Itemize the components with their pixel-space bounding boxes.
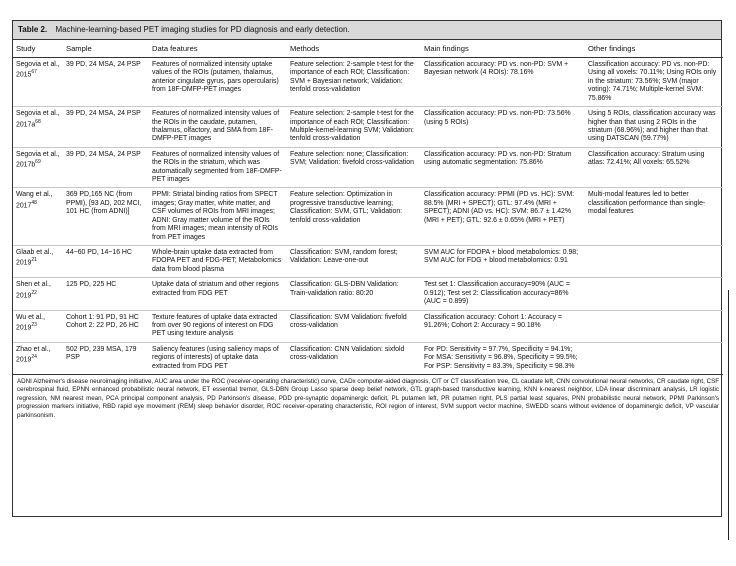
main-text: Classification accuracy: PPMI (PD vs. HC): SVM: 88.5% (MRI + SPECT); GTL: 97.4% (MRI + SPECT); ADNI (AD vs. HC): SVM: 86.7 ± 1.42% (MRI + PET); GTL: 92.6 ± 0.65% (MRI + PET): [424, 191, 575, 224]
features-text: Features of normalized intensity values of the ROIs in the striatum, which was automatically segmented from 18F-DMFP-PET images: [152, 150, 282, 184]
sample-text: 502 PD, 239 MSA, 179 PSP: [66, 345, 137, 362]
cell-methods: [287, 278, 421, 310]
other-text: Classification accuracy: PD vs. non-PD: Using all voxels: 70.11%; Using ROIs only in the striatum: 73.56%; SVM (major voting): 74.71%; Multiple-kernel SVM: 75.86%: [588, 61, 717, 102]
study-text: Zhao et al., 2019: [16, 345, 51, 364]
study-text: Segovia et al., 2017b: [16, 150, 60, 169]
sample-text: 44~60 PD, 14~16 HC: [66, 249, 132, 257]
cell-features: [149, 310, 287, 342]
sample-text: 39 PD, 24 MSA, 24 PSP: [66, 150, 141, 158]
features-text: Saliency features (using saliency maps of regions of interests) of uptake data extracted from FDG PET: [152, 345, 279, 370]
methods-text: Classification: GLS-DBN Validation: Train-validation ratio: 80:20: [290, 281, 399, 297]
col-header-other-findings: Other findings: [585, 40, 723, 58]
cell-methods: [287, 188, 421, 246]
cell-features: [149, 147, 287, 188]
cell-study: [13, 58, 63, 107]
cell-other: [585, 107, 723, 148]
study-text: Wu et al., 2019: [16, 313, 45, 332]
cell-other: [585, 147, 723, 188]
cell-main: [421, 58, 585, 107]
cell-sample: [63, 107, 149, 148]
cell-other: [585, 278, 723, 310]
study-text: Wang et al., 2017: [16, 191, 53, 210]
cell-study: [13, 246, 63, 278]
reference-number: 21: [31, 257, 37, 264]
cell-sample: [63, 310, 149, 342]
cell-methods: [287, 310, 421, 342]
cell-methods: [287, 58, 421, 107]
methods-text: Classification: SVM Validation: fivefold cross-validation: [290, 313, 407, 329]
cell-other: [585, 188, 723, 246]
pet-studies-table: [13, 40, 723, 423]
main-text: Classification accuracy: PD vs. non-PD: SVM + Bayesian network (4 ROIs): 78.16%: [424, 61, 569, 77]
other-text: Multi-modal features led to better classification performance than single-modal features: [588, 191, 706, 216]
table-row: [13, 246, 723, 278]
cell-study: [13, 107, 63, 148]
footnote-row: [13, 375, 723, 423]
table-body: [13, 58, 723, 375]
reference-number: 69: [35, 159, 41, 166]
other-text: Classification accuracy: Stratum using atlas: 72.41%; All voxels: 65.52%: [588, 150, 705, 167]
methods-text: Feature selection: Optimization in progressive transductive learning; Classification: SVM, GTL; Validation: tenfold cross-validation: [290, 191, 403, 224]
cell-main: [421, 147, 585, 188]
col-header-features: Data features: [149, 40, 287, 58]
main-text: Classification accuracy: PD vs. non-PD: Stratum using automatic segmentation: 75.86%: [424, 150, 572, 167]
cell-study: [13, 147, 63, 188]
table-caption: [13, 21, 721, 40]
cell-sample: [63, 278, 149, 310]
reference-number: 48: [31, 199, 37, 206]
study-text: Segovia et al., 2017a: [16, 110, 60, 128]
cell-features: [149, 342, 287, 374]
main-text: Classification accuracy: Cohort 1: Accuracy = 91.26%; Cohort 2: Accuracy = 90.18%: [424, 313, 563, 329]
cell-main: [421, 246, 585, 278]
features-text: Features of normalized intensity values of the ROIs in the caudate, putamen, thalamus, olfactory, and SMA from 18F-DMFP-PET images: [152, 110, 280, 143]
cell-study: [13, 188, 63, 246]
cell-methods: [287, 342, 421, 374]
cell-other: [585, 342, 723, 374]
table-row: [13, 58, 723, 107]
reference-number: 23: [31, 321, 37, 328]
cell-sample: [63, 342, 149, 374]
sample-text: 369 PD,165 NC (from PPMI), [93 AD, 202 MCI, 101 HC (from ADNI)]: [66, 191, 142, 216]
cell-sample: [63, 58, 149, 107]
sample-text: 39 PD, 24 MSA, 24 PSP: [66, 61, 141, 68]
cell-main: [421, 107, 585, 148]
table-row: [13, 107, 723, 148]
methods-text: Classification: SVM, random forest; Validation: Leave-one-out: [290, 249, 398, 265]
cell-main: [421, 188, 585, 246]
features-text: Texture features of uptake data extracted from over 90 regions of interest on FDG PET using texture analysis: [152, 313, 278, 338]
reference-number: 22: [31, 289, 37, 296]
cell-main: [421, 278, 585, 310]
methods-text: Feature selection: none; Classification: SVM; Validation: fivefold cross-validation: [290, 150, 414, 167]
col-header-methods: Methods: [287, 40, 421, 58]
features-text: Features of normalized intensity uptake values of the ROIs (putamen, thalamus, anterior cingulate gyrus, pars opercularis) from 18F-DMFP-PET images: [152, 61, 279, 94]
cell-study: [13, 278, 63, 310]
features-text: PPMI: Striatal binding ratios from SPECT images; Gray matter, white matter, and CSF volumes of ROIs from MRI images; ADNI: Gray matter volume of the ROIs from MRI images; mean intensity of ROIs from PET images: [152, 191, 278, 241]
cell-sample: [63, 188, 149, 246]
cell-methods: [287, 107, 421, 148]
table-row: [13, 188, 723, 246]
cell-features: [149, 107, 287, 148]
cell-other: [585, 310, 723, 342]
methods-text: Feature selection: 2-sample t-test for the importance of each ROI; Classification: Multiple-kernel-learning SVM; Validation: tenfold cross-validation: [290, 110, 414, 143]
study-text: Glaab et al., 2019: [16, 249, 54, 267]
table-row: [13, 310, 723, 342]
cell-study: [13, 342, 63, 374]
cell-features: [149, 246, 287, 278]
features-text: Whole-brain uptake data extracted from FDOPA PET and FDG-PET; Metabolomics data from blood plasma: [152, 249, 282, 273]
cell-main: [421, 310, 585, 342]
sample-text: 125 PD, 225 HC: [66, 281, 117, 289]
main-text: Classification accuracy: PD vs. non-PD: 73.56% (using 5 ROIs): [424, 110, 571, 126]
cell-study: [13, 310, 63, 342]
cell-main: [421, 342, 585, 374]
main-text: Test set 1: Classification accuracy=90% (AUC = 0.912); Test set 2: Classification accuracy=86% (AUC = 0.899): [424, 281, 570, 306]
methods-text: Classification: CNN Validation: sixfold cross-validation: [290, 345, 405, 362]
table-row: [13, 147, 723, 188]
cell-features: [149, 278, 287, 310]
main-text: For PD: Sensitivity = 97.7%, Specificity = 94.1%; For MSA: Sensitivity = 96.8%, Specificity = 99.5%; For PSP: Sensitivity = 83.3%, Specificity = 98.3%: [424, 345, 578, 370]
features-text: Uptake data of striatum and other regions extracted from FDG PET: [152, 281, 279, 297]
reference-number: 67: [31, 69, 37, 76]
main-text: SVM AUC for FDOPA + blood metabolomics: 0.98; SVM AUC for FDG + blood metabolomics: 0.91: [424, 249, 579, 265]
sample-text: Cohort 1: 91 PD, 91 HC Cohort 2: 22 PD, 26 HC: [66, 313, 139, 329]
table-frame: [12, 20, 722, 517]
table-label: Table 2.: [18, 25, 48, 34]
sample-text: 39 PD, 24 MSA, 24 PSP: [66, 110, 141, 118]
methods-text: Feature selection: 2-sample t-test for the importance of each ROI; Classification: SVM + Bayesian network; Validation: tenfold cross-validation: [290, 61, 414, 94]
cell-sample: [63, 246, 149, 278]
table-row: [13, 278, 723, 310]
reference-number: 24: [31, 354, 37, 361]
study-text: Shen et al., 2019: [16, 281, 51, 299]
col-header-sample: Sample: [63, 40, 149, 58]
table-title: Machine-learning-based PET imaging studies for PD diagnosis and early detection.: [55, 25, 350, 34]
page-edge-line: [728, 290, 729, 540]
other-text: Using 5 ROIs, classification accuracy was higher than that using 2 ROIs in the striatum (68.96%); and higher than that using DATSCAN (59.77%): [588, 110, 716, 143]
abbreviations-note: ADNI Alzheimer's disease neuroimaging initiative, AUC area under the ROC (receiver-operating characteristic) curve, CADx computer-aided diagnosis, CIT or CT classification tree, CL caudate left, CNN convolutional neural networks, CR caudate right, CSF cerebrospinal fluid, EPNN enhanced probabilistic neural network, ET essential tremor, GLS-DBN Group Lasso sparse deep belief network, GTL graph-based transductive learning, KNN k-nearest neighbor, LDA linear discriminant analysis, LR logistic regression, NM nearest mean, PCA principal component analysis, PD Parkinson's disease, PDD pre-synaptic dopaminergic deficit, PL putamen left, PR putamen right, PLS partial least squares, PNN probabilistic neural network, PPMI Parkinson's progression markers initiative, RBD rapid eye movement (REM) sleep behavior disorder, ROC receiver-operating characteristic, ROI region of interest, SVM support vector machine, SWEDD scans without evidence of dopaminergic deficit, VP vascular parkinsonism.: [17, 378, 719, 419]
table-row: [13, 342, 723, 374]
cell-methods: [287, 147, 421, 188]
cell-features: [149, 188, 287, 246]
cell-sample: [63, 147, 149, 188]
cell-other: [585, 246, 723, 278]
cell-methods: [287, 246, 421, 278]
cell-features: [149, 58, 287, 107]
study-text: Segovia et al., 2015: [16, 61, 60, 79]
col-header-main-findings: Main findings: [421, 40, 585, 58]
reference-number: 68: [35, 118, 41, 125]
col-header-study: Study: [13, 40, 63, 58]
cell-other: [585, 58, 723, 107]
header-row: [13, 40, 723, 58]
